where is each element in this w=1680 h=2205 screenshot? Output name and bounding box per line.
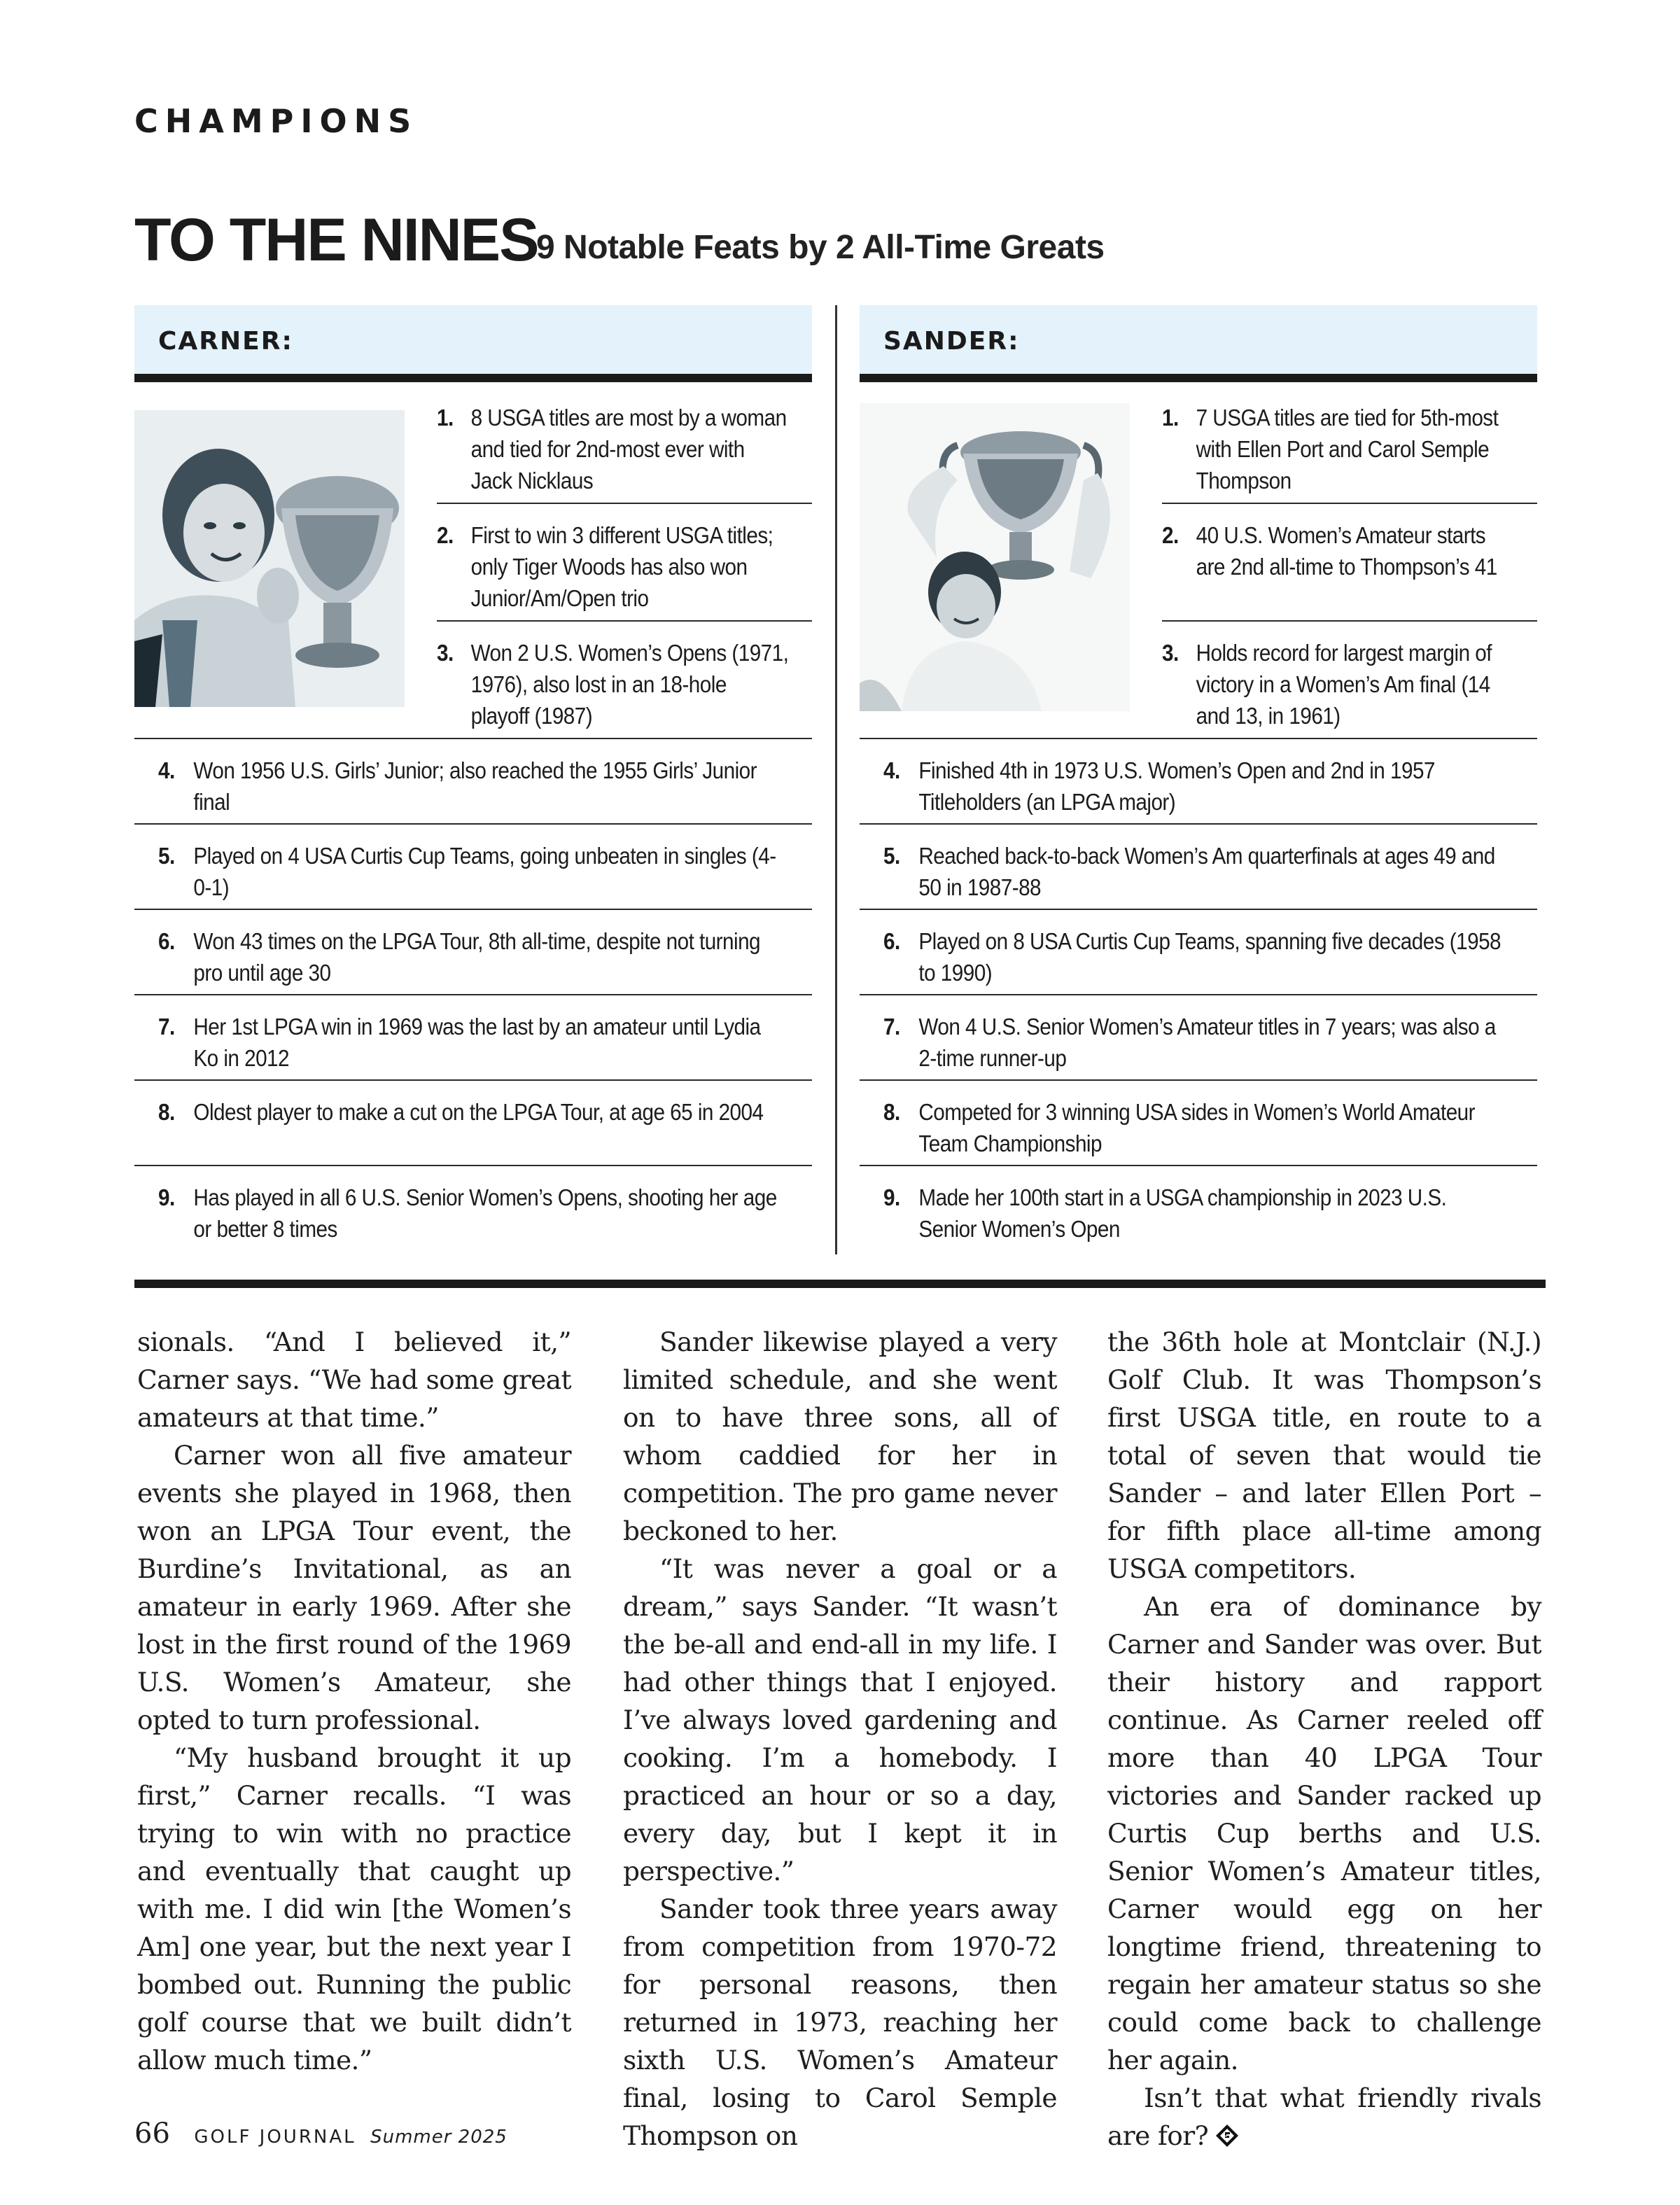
feat-text: Holds record for largest margin of victory in a Women’s Am final (14 and 13, in 1961)	[1196, 640, 1492, 729]
carner-photo	[134, 410, 405, 707]
feat-rule	[134, 909, 812, 910]
carner-feat-1	[437, 402, 790, 496]
paragraph: the 36th hole at Montclair (N.J.) Golf Club. It was Thompson’s first USGA title, en route to a total of seven that would tie Sander – and later Ellen Port – for fifth place all-time among USGA competitors.	[1107, 1326, 1541, 1584]
sander-feat-3	[1162, 637, 1515, 732]
feat-text: Has played in all 6 U.S. Senior Women’s Opens, shooting her age or better 8 times	[193, 1184, 777, 1242]
feat-number: 9.	[158, 1184, 175, 1210]
sander-header-label: SANDER:	[883, 327, 1020, 356]
feat-number: 6.	[883, 928, 900, 954]
carner-feat-8	[158, 1096, 782, 1128]
sander-feat-9	[883, 1182, 1507, 1245]
feat-text: Oldest player to make a cut on the LPGA Tour, at age 65 in 2004	[193, 1099, 764, 1125]
feat-rule	[1162, 620, 1537, 622]
feat-number: 1.	[437, 405, 454, 430]
section-rule	[134, 1280, 1546, 1288]
feat-number: 8.	[883, 1099, 900, 1125]
paragraph: “It was never a goal or a dream,” says Sander. “It wasn’t the be-all and end-all in my life. I had other things that I enjoyed. I’ve always loved gardening and cooking. I’m a homebody. I practiced an hour or so a day, every day, but I kept it in perspective.”	[623, 1553, 1057, 1886]
carner-header	[134, 305, 812, 382]
feat-number: 9.	[883, 1184, 900, 1210]
feat-rule	[1162, 503, 1537, 504]
carner-feat-2	[437, 519, 790, 614]
feat-rule	[134, 1079, 812, 1081]
sander-feat-7	[883, 1011, 1507, 1074]
feat-rule	[134, 994, 812, 995]
sander-feat-5	[883, 840, 1507, 903]
sander-feat-1	[1162, 402, 1515, 496]
feat-text: Finished 4th in 1973 U.S. Women’s Open and 2nd in 1957 Titleholders (an LPGA major)	[918, 757, 1435, 815]
feat-rule	[860, 1165, 1537, 1166]
carner-feat-6	[158, 925, 782, 988]
carner-feat-3	[437, 637, 790, 732]
feat-text: Competed for 3 winning USA sides in Women’s World Amateur Team Championship	[918, 1099, 1476, 1156]
feat-number: 5.	[158, 843, 175, 869]
carner-feat-4	[158, 755, 782, 818]
page-subtitle: 9 Notable Feats by 2 All-Time Greats	[536, 229, 1105, 266]
feat-number: 2.	[437, 522, 454, 548]
feat-number: 1.	[1162, 405, 1179, 430]
feat-text: 40 U.S. Women’s Amateur starts are 2nd all-time to Thompson’s 41	[1196, 522, 1497, 580]
page-title: TO THE NINES	[134, 206, 538, 274]
paragraph: An era of dominance by Carner and Sander was over. But their history and rapport continue. As Carner reeled off more than 40 LPGA Tour victories and Sander racked up Curtis Cup berths and U.S. Senior Women’s Amateur titles, Carner would egg on her longtime friend, threatening to regain her amateur status so she could come back to challenge her again.	[1107, 1591, 1541, 2076]
section-label: CHAMPIONS	[134, 102, 419, 140]
paragraph: sionals. “And I believed it,” Carner says. “We had some great amateurs at that time.”	[137, 1326, 571, 1433]
issue-date: Summer 2025	[370, 2127, 507, 2148]
paragraph: Sander took three years away from competition from 1970-72 for personal reasons, then returned in 1973, reaching her sixth U.S. Women’s Amateur final, losing to Carol Semple Thompson on	[623, 1893, 1057, 2151]
carner-header-label: CARNER:	[158, 327, 293, 356]
feat-rule	[860, 738, 1537, 739]
feat-number: 3.	[1162, 640, 1179, 666]
feat-rule	[860, 823, 1537, 825]
feat-text: Won 2 U.S. Women’s Opens (1971, 1976), also lost in an 18-hole playoff (1987)	[470, 640, 789, 729]
column-divider	[835, 305, 837, 1254]
feat-text: Reached back-to-back Women’s Am quarterfinals at ages 49 and 50 in 1987-88	[918, 843, 1495, 900]
paragraph-text: Isn’t that what friendly rivals are for?	[1107, 2082, 1541, 2151]
feat-text: Played on 4 USA Curtis Cup Teams, going unbeaten in singles (4-0-1)	[193, 843, 776, 900]
sander-feat-6	[883, 925, 1507, 988]
paragraph: “My husband brought it up first,” Carner recalls. “I was trying to win with no practice and eventually that caught up with me. I did win [the Women’s Am] one year, but the next year I bombed out. Running the public golf course that we built didn’t allow much time.”	[137, 1742, 571, 2076]
paragraph: Carner won all five amateur events she played in 1968, then won an LPGA Tour event, the Burdine’s Invitational, as an amateur in early 1969. After she lost in the first round of the 1969 U.S. Women’s Amateur, she opted to turn professional.	[137, 1440, 571, 1735]
feat-text: Played on 8 USA Curtis Cup Teams, spanning five decades (1958 to 1990)	[918, 928, 1502, 986]
feat-text: Made her 100th start in a USGA championship in 2023 U.S. Senior Women’s Open	[918, 1184, 1447, 1242]
feat-number: 2.	[1162, 522, 1179, 548]
feat-text: First to win 3 different USGA titles; only Tiger Woods has also won Junior/Am/Open trio	[470, 522, 774, 611]
feat-rule	[860, 909, 1537, 910]
sander-feat-4	[883, 755, 1507, 818]
final-paragraph	[1107, 2079, 1541, 2155]
carner-feat-5	[158, 840, 782, 903]
feat-rule	[860, 994, 1537, 995]
feat-number: 5.	[883, 843, 900, 869]
feat-text: Her 1st LPGA win in 1969 was the last by an amateur until Lydia Ko in 2012	[193, 1014, 761, 1071]
feat-number: 3.	[437, 640, 454, 666]
carner-feat-7	[158, 1011, 782, 1074]
page-number: 66	[134, 2118, 170, 2150]
publication-name: GOLF JOURNAL	[194, 2127, 356, 2148]
usga-end-mark-icon	[1215, 2124, 1239, 2148]
paragraph: Sander likewise played a very limited schedule, and she went on to have three sons, all of whom caddied for her in competition. The pro game never beckoned to her.	[623, 1326, 1057, 1546]
article-column-2	[623, 1323, 1057, 2155]
feat-rule	[134, 823, 812, 825]
article-column-3	[1107, 1323, 1541, 2155]
feat-text: Won 4 U.S. Senior Women’s Amateur titles in 7 years; was also a 2-time runner-up	[918, 1014, 1496, 1071]
feat-rule	[860, 1079, 1537, 1081]
sander-photo	[860, 403, 1130, 711]
sander-panel	[860, 305, 1537, 1257]
feat-rule	[437, 503, 812, 504]
feat-rule	[437, 620, 812, 622]
page-footer	[134, 2118, 507, 2150]
feat-text: Won 1956 U.S. Girls’ Junior; also reached the 1955 Girls’ Junior final	[193, 757, 757, 815]
feat-number: 8.	[158, 1099, 175, 1125]
carner-panel	[134, 305, 812, 1257]
feat-number: 7.	[883, 1014, 900, 1040]
feat-rule	[134, 738, 812, 739]
feat-number: 4.	[158, 757, 175, 783]
feat-number: 4.	[883, 757, 900, 783]
feat-number: 6.	[158, 928, 175, 954]
feat-text: 8 USGA titles are most by a woman and tied for 2nd-most ever with Jack Nicklaus	[470, 405, 787, 493]
feat-rule	[134, 1165, 812, 1166]
article-column-1	[137, 1323, 571, 2079]
sander-feat-8	[883, 1096, 1507, 1159]
sander-header	[860, 305, 1537, 382]
sander-feat-2	[1162, 519, 1515, 582]
carner-feat-9	[158, 1182, 782, 1245]
feat-text: 7 USGA titles are tied for 5th-most with Ellen Port and Carol Semple Thompson	[1196, 405, 1499, 493]
feat-number: 7.	[158, 1014, 175, 1040]
feat-text: Won 43 times on the LPGA Tour, 8th all-time, despite not turning pro until age 30	[193, 928, 761, 986]
